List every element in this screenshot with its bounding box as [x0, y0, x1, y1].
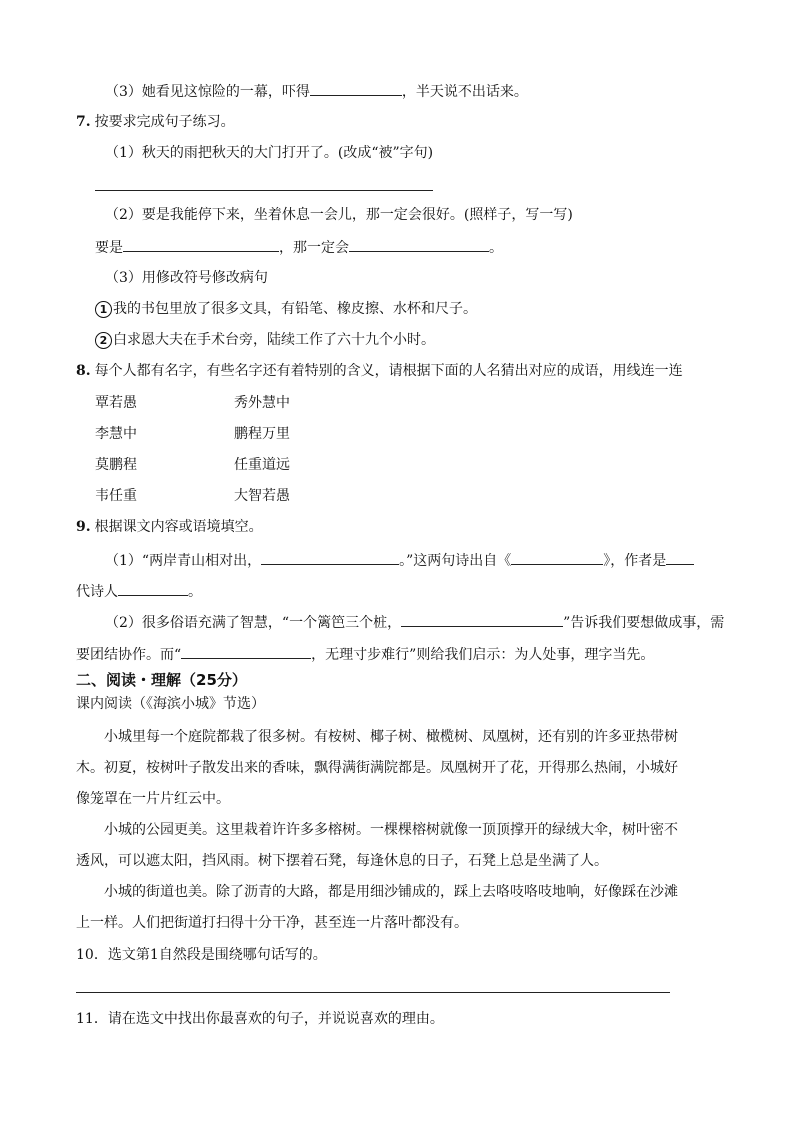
answer-blank[interactable]: [310, 81, 402, 96]
name-item[interactable]: 李慧中: [95, 426, 137, 442]
fill-text: 。: [489, 240, 503, 256]
question-number: 8.: [76, 363, 91, 379]
question-number: 9.: [76, 519, 91, 535]
question-11: 11．请在选文中找出你最喜欢的句子，并说说喜欢的理由。: [76, 1011, 444, 1027]
passage-line: 像笼罩在一片片红云中。: [76, 791, 230, 807]
q7-item-2-fill: [95, 237, 503, 258]
q9-item-1-cont: [76, 581, 202, 602]
question-title: 按要求完成句子练习。: [94, 114, 235, 130]
fill-text: ，那一定会: [279, 240, 349, 256]
fill-text: 要团结协作。而“: [76, 647, 182, 663]
answer-blank[interactable]: [349, 237, 489, 252]
circled-number: 1: [95, 301, 112, 318]
passage-line: 小城里每一个庭院都栽了很多树。有桉树、椰子树、橄榄树、凤凰树，还有别的许多亚热带树: [104, 729, 678, 745]
passage-line: 上一样。人们把街道打扫得十分干净，甚至连一片落叶都没有。: [76, 915, 468, 931]
section-2-subtitle: 课内阅读（《海滨小城》节选）: [76, 696, 265, 712]
passage-line: 小城的街道也美。除了沥青的大路，都是用细沙铺成的，踩上去咯吱咯吱地响，好像踩在沙滩: [104, 884, 678, 900]
fill-text: 》，作者是: [603, 553, 667, 569]
question-7-heading: [76, 112, 235, 132]
question-10: 10．选文第1自然段是围绕哪句话写的。: [76, 947, 327, 963]
answer-blank[interactable]: [401, 612, 563, 627]
q7-item-2: （2）要是我能停下来，坐着休息一会儿，那一定会很好。(照样子，写一写): [105, 207, 573, 223]
fill-text: 代诗人: [76, 584, 118, 600]
circled-number: 2: [95, 332, 112, 349]
answer-line[interactable]: [76, 992, 670, 993]
sick-sentence-1: [95, 299, 477, 319]
fill-text: （2）很多俗语充满了智慧，“一个篱笆三个桩，: [105, 615, 402, 631]
fill-text: ，无理寸步难行”则给我们启示：为人处事，理字当先。: [311, 647, 655, 663]
q9-item-1: [105, 550, 694, 571]
passage-line: 木。初夏，桉树叶子散发出来的香味，飘得满街满院都是。凤凰树开了花，开得那么热闹，小城好: [76, 760, 678, 776]
q6-item-3: [105, 81, 528, 102]
q7-item-1: （1）秋天的雨把秋天的大门打开了。(改成“被”字句): [105, 145, 434, 161]
q6-item-3-text: （3）她看见这惊险的一幕，吓得: [105, 84, 310, 100]
passage-line: 透风，可以遮太阳，挡风雨。树下摆着石凳，每逢休息的日子，石凳上总是坐满了人。: [76, 853, 608, 869]
q9-item-2-cont: [76, 644, 654, 665]
idiom-item[interactable]: 任重道远: [234, 457, 290, 473]
answer-blank[interactable]: [181, 644, 311, 659]
name-item[interactable]: 覃若愚: [95, 395, 137, 411]
question-9-heading: [76, 517, 263, 537]
fill-text: （1）“两岸青山相对出，: [105, 553, 262, 569]
name-item[interactable]: 韦任重: [95, 488, 137, 504]
question-title: 根据课文内容或语境填空。: [94, 519, 263, 535]
fill-text: ”告诉我们要想做成事，需: [563, 615, 725, 631]
fill-text: 要是: [95, 240, 123, 256]
fill-text: 。”这两句诗出自《: [399, 553, 512, 569]
answer-blank[interactable]: [118, 581, 188, 596]
question-title: 每个人都有名字，有些名字还有着特别的含义，请根据下面的人名猜出对应的成语，用线连一连: [94, 363, 683, 379]
q9-item-2: [105, 612, 724, 633]
sentence-text: 白求恩大夫在手术台旁，陆续工作了六十九个小时。: [113, 332, 435, 348]
answer-blank[interactable]: [666, 550, 694, 565]
answer-blank[interactable]: [511, 550, 603, 565]
q7-item-3: （3）用修改符号修改病句: [105, 270, 268, 286]
idiom-item[interactable]: 鹏程万里: [234, 426, 290, 442]
q6-item-3-text-end: ，半天说不出话来。: [401, 84, 528, 100]
fill-text: 。: [188, 584, 202, 600]
sentence-text: 我的书包里放了很多文具，有铅笔、橡皮擦、水杯和尺子。: [113, 301, 477, 317]
idiom-item[interactable]: 大智若愚: [234, 488, 290, 504]
answer-blank[interactable]: [123, 237, 279, 252]
question-8-heading: [76, 361, 683, 381]
name-item[interactable]: 莫鹏程: [95, 457, 137, 473]
question-number: 7.: [76, 114, 91, 130]
sick-sentence-2: [95, 330, 435, 350]
idiom-item[interactable]: 秀外慧中: [234, 395, 290, 411]
answer-line[interactable]: [95, 190, 433, 191]
answer-blank[interactable]: [261, 550, 399, 565]
section-2-title: 二、阅读・理解（25分）: [76, 671, 247, 689]
passage-line: 小城的公园更美。这里栽着许许多多榕树。一棵棵榕树就像一顶顶撑开的绿绒大伞，树叶密不: [104, 822, 678, 838]
